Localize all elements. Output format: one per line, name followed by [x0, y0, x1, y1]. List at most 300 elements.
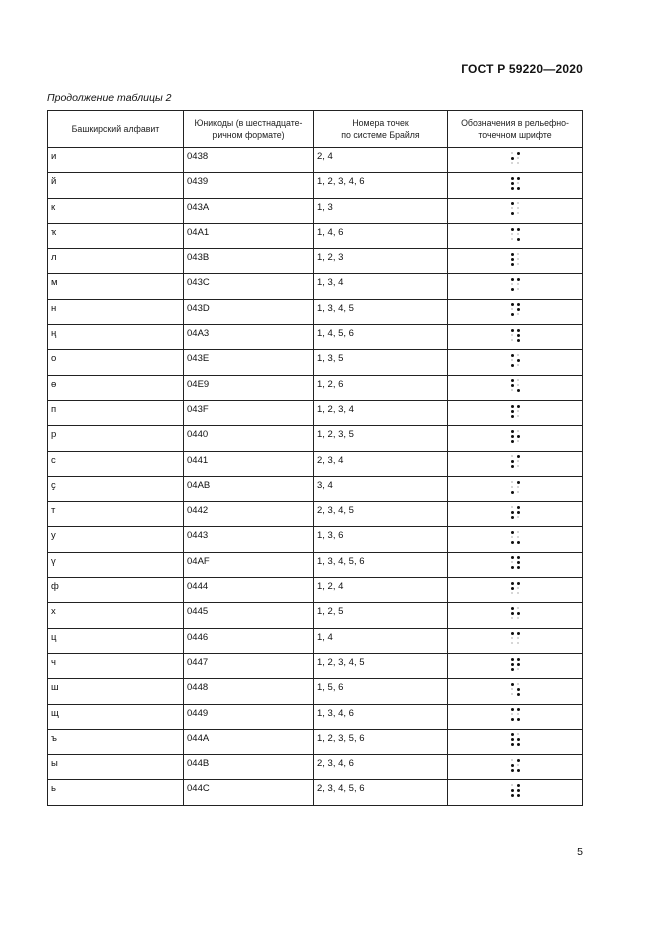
braille-dot: [511, 764, 514, 767]
braille-glyph-icon: [511, 708, 520, 722]
braille-dot: [511, 713, 513, 715]
header-alphabet: Башкирский алфавит: [48, 111, 184, 148]
braille-dot: [517, 582, 520, 585]
letter-cell: р: [48, 426, 184, 451]
unicode-cell: 043F: [184, 400, 314, 425]
braille-dot: [511, 233, 513, 235]
letter-cell: с: [48, 451, 184, 476]
braille-dot: [517, 481, 520, 484]
braille-dot: [511, 506, 513, 508]
braille-dot: [511, 688, 513, 690]
braille-dot: [517, 460, 519, 462]
braille-symbol-cell: [448, 249, 583, 274]
braille-dot: [517, 410, 519, 412]
unicode-cell: 0442: [184, 502, 314, 527]
braille-symbol-cell: [448, 628, 583, 653]
letter-cell: ш: [48, 679, 184, 704]
table-row: [48, 223, 583, 248]
braille-symbol-cell: [448, 299, 583, 324]
dots-cell: 1, 2, 3, 4, 6: [314, 173, 448, 198]
table-header-row: [48, 111, 583, 148]
braille-symbol-cell: [448, 780, 583, 805]
braille-dot: [517, 612, 520, 615]
braille-dot: [511, 566, 514, 569]
braille-glyph-icon: [511, 506, 520, 520]
braille-glyph-icon: [511, 202, 520, 216]
braille-dot: [511, 769, 514, 772]
braille-dot: [517, 794, 520, 797]
letter-cell: щ: [48, 704, 184, 729]
braille-dot: [511, 364, 514, 367]
braille-dot: [517, 233, 519, 235]
table-row: [48, 476, 583, 501]
letter-cell: х: [48, 603, 184, 628]
dots-cell: 3, 4: [314, 476, 448, 501]
braille-dot: [511, 642, 513, 644]
letter-cell: ҫ: [48, 476, 184, 501]
braille-dot: [517, 713, 519, 715]
braille-glyph-icon: [511, 303, 520, 317]
unicode-cell: 0439: [184, 173, 314, 198]
braille-dot: [511, 228, 514, 231]
header-unicode: Юникоды (в шестнадцате- ричном формате): [184, 111, 314, 148]
dots-cell: 1, 5, 6: [314, 679, 448, 704]
braille-dot: [517, 743, 520, 746]
braille-dot: [517, 313, 519, 315]
braille-dot: [517, 278, 520, 281]
braille-glyph-icon: [511, 329, 520, 343]
braille-dot: [517, 718, 520, 721]
braille-dot: [517, 339, 520, 342]
braille-dot: [511, 359, 513, 361]
braille-dot: [517, 784, 520, 787]
braille-symbol-cell: [448, 350, 583, 375]
braille-dot: [511, 637, 513, 639]
letter-cell: ң: [48, 325, 184, 350]
table-row: [48, 527, 583, 552]
braille-dot: [511, 207, 513, 209]
braille-glyph-icon: [511, 784, 520, 798]
braille-glyph-icon: [511, 379, 520, 393]
unicode-cell: 04A1: [184, 223, 314, 248]
braille-dot: [511, 658, 514, 661]
dots-cell: 2, 3, 4: [314, 451, 448, 476]
page-number: 5: [577, 846, 583, 858]
dots-cell: 1, 3, 5: [314, 350, 448, 375]
braille-dot: [511, 759, 513, 761]
braille-dot: [511, 430, 514, 433]
unicode-cell: 04A3: [184, 325, 314, 350]
dots-cell: 1, 3, 6: [314, 527, 448, 552]
braille-dot: [511, 202, 514, 205]
braille-dot: [517, 541, 520, 544]
braille-dot: [511, 455, 513, 457]
braille-glyph-icon: [511, 733, 520, 747]
table-row: [48, 729, 583, 754]
braille-dot: [511, 481, 513, 483]
braille-dot: [511, 561, 513, 563]
dots-cell: 2, 3, 4, 5, 6: [314, 780, 448, 805]
table-row: [48, 578, 583, 603]
table-row: [48, 325, 583, 350]
letter-cell: л: [48, 249, 184, 274]
braille-dot: [511, 556, 514, 559]
braille-dot: [511, 308, 513, 310]
dots-cell: 1, 2, 3, 5, 6: [314, 729, 448, 754]
unicode-cell: 043C: [184, 274, 314, 299]
table-row: [48, 400, 583, 425]
braille-dot: [517, 769, 520, 772]
braille-dot: [517, 592, 519, 594]
braille-dot: [511, 288, 514, 291]
braille-glyph-icon: [511, 658, 520, 672]
braille-dot: [511, 683, 514, 686]
braille-glyph-icon: [511, 683, 520, 697]
braille-dot: [517, 587, 519, 589]
braille-symbol-cell: [448, 148, 583, 173]
braille-dot: [517, 303, 520, 306]
braille-symbol-cell: [448, 198, 583, 223]
braille-dot: [517, 764, 519, 766]
braille-dot: [517, 354, 519, 356]
unicode-cell: 04E9: [184, 375, 314, 400]
letter-cell: ч: [48, 653, 184, 678]
braille-dot: [517, 430, 519, 432]
braille-symbol-cell: [448, 325, 583, 350]
braille-symbol-cell: [448, 426, 583, 451]
dots-cell: 1, 4, 6: [314, 223, 448, 248]
braille-table: [47, 110, 583, 806]
braille-dot: [517, 152, 520, 155]
braille-dot: [517, 207, 519, 209]
braille-dot: [511, 258, 514, 261]
braille-symbol-cell: [448, 223, 583, 248]
braille-glyph-icon: [511, 632, 520, 646]
braille-dot: [517, 632, 520, 635]
letter-cell: и: [48, 148, 184, 173]
braille-dot: [511, 389, 513, 391]
braille-dot: [511, 410, 514, 413]
braille-dot: [511, 541, 514, 544]
unicode-cell: 04AF: [184, 552, 314, 577]
braille-dot: [517, 506, 520, 509]
unicode-cell: 043E: [184, 350, 314, 375]
braille-dot: [517, 162, 519, 164]
braille-symbol-cell: [448, 451, 583, 476]
table-row: [48, 198, 583, 223]
braille-dot: [511, 465, 514, 468]
letter-cell: ф: [48, 578, 184, 603]
braille-dot: [517, 738, 520, 741]
letter-cell: ҡ: [48, 223, 184, 248]
letter-cell: у: [48, 527, 184, 552]
braille-symbol-cell: [448, 173, 583, 198]
braille-dot: [511, 405, 514, 408]
dots-cell: 1, 4: [314, 628, 448, 653]
table-row: [48, 704, 583, 729]
braille-glyph-icon: [511, 759, 520, 773]
braille-dot: [517, 516, 519, 518]
braille-dot: [517, 531, 519, 533]
dots-cell: 1, 2, 5: [314, 603, 448, 628]
table-row: [48, 451, 583, 476]
braille-dot: [517, 258, 519, 260]
dots-cell: 1, 2, 3, 4: [314, 400, 448, 425]
braille-glyph-icon: [511, 177, 520, 191]
unicode-cell: 0443: [184, 527, 314, 552]
braille-dot: [511, 440, 514, 443]
table-row: [48, 628, 583, 653]
braille-dot: [511, 278, 514, 281]
braille-dot: [511, 313, 514, 316]
braille-dot: [511, 718, 514, 721]
braille-dot: [517, 642, 519, 644]
unicode-cell: 044A: [184, 729, 314, 754]
dots-cell: 1, 3, 4, 6: [314, 704, 448, 729]
braille-dot: [511, 486, 513, 488]
dots-cell: 2, 3, 4, 5: [314, 502, 448, 527]
letter-cell: ы: [48, 755, 184, 780]
braille-symbol-cell: [448, 552, 583, 577]
braille-symbol-cell: [448, 755, 583, 780]
dots-cell: 1, 2, 3, 5: [314, 426, 448, 451]
braille-dot: [511, 708, 514, 711]
braille-dot: [517, 440, 519, 442]
braille-dot: [511, 182, 514, 185]
braille-dot: [511, 157, 514, 160]
dots-cell: 2, 3, 4, 6: [314, 755, 448, 780]
braille-dot: [511, 784, 513, 786]
table-row: [48, 780, 583, 805]
braille-dot: [517, 561, 520, 564]
braille-dot: [511, 354, 514, 357]
braille-dot: [511, 162, 513, 164]
letter-cell: п: [48, 400, 184, 425]
braille-symbol-cell: [448, 603, 583, 628]
unicode-cell: 0444: [184, 578, 314, 603]
braille-dot: [517, 329, 520, 332]
braille-dot: [511, 435, 514, 438]
letter-cell: н: [48, 299, 184, 324]
header-braille-dots: Номера точек по системе Брайля: [314, 111, 448, 148]
letter-cell: т: [48, 502, 184, 527]
letter-cell: о: [48, 350, 184, 375]
braille-glyph-icon: [511, 253, 520, 267]
braille-dot: [511, 379, 514, 382]
unicode-cell: 044C: [184, 780, 314, 805]
braille-dot: [517, 759, 520, 762]
braille-dot: [517, 157, 519, 159]
table-row: [48, 173, 583, 198]
braille-dot: [517, 283, 519, 285]
braille-dot: [511, 612, 514, 615]
braille-dot: [517, 668, 519, 670]
table-row: [48, 426, 583, 451]
braille-dot: [517, 389, 520, 392]
braille-dot: [511, 663, 514, 666]
braille-glyph-icon: [511, 405, 520, 419]
braille-dot: [517, 658, 520, 661]
braille-dot: [517, 733, 519, 735]
braille-symbol-cell: [448, 729, 583, 754]
table-body: [48, 148, 583, 806]
braille-dot: [511, 617, 513, 619]
braille-dot: [511, 339, 513, 341]
unicode-cell: 04AB: [184, 476, 314, 501]
braille-dot: [511, 587, 514, 590]
braille-dot: [517, 379, 519, 381]
braille-dot: [517, 334, 520, 337]
unicode-cell: 043D: [184, 299, 314, 324]
dots-cell: 2, 4: [314, 148, 448, 173]
unicode-cell: 0446: [184, 628, 314, 653]
dots-cell: 1, 3, 4: [314, 274, 448, 299]
standard-code: ГОСТ Р 59220—2020: [461, 62, 583, 76]
braille-dot: [511, 738, 514, 741]
dots-cell: 1, 2, 4: [314, 578, 448, 603]
braille-dot: [517, 405, 520, 408]
braille-dot: [517, 683, 519, 685]
dots-cell: 1, 4, 5, 6: [314, 325, 448, 350]
braille-dot: [517, 288, 519, 290]
braille-dot: [511, 668, 514, 671]
braille-symbol-cell: [448, 476, 583, 501]
unicode-cell: 043A: [184, 198, 314, 223]
table-row: [48, 603, 583, 628]
braille-dot: [511, 582, 514, 585]
braille-symbol-cell: [448, 400, 583, 425]
dots-cell: 1, 3: [314, 198, 448, 223]
braille-symbol-cell: [448, 653, 583, 678]
table-row: [48, 148, 583, 173]
braille-dot: [511, 733, 514, 736]
braille-dot: [511, 329, 514, 332]
letter-cell: ү: [48, 552, 184, 577]
unicode-cell: 0445: [184, 603, 314, 628]
header-braille-symbol: Обозначения в рельефно- точечном шрифте: [448, 111, 583, 148]
braille-dot: [511, 415, 514, 418]
braille-dot: [517, 688, 520, 691]
braille-dot: [511, 303, 514, 306]
braille-dot: [511, 263, 514, 266]
braille-dot: [511, 253, 514, 256]
braille-glyph-icon: [511, 278, 520, 292]
braille-dot: [511, 491, 514, 494]
braille-symbol-cell: [448, 679, 583, 704]
braille-dot: [517, 415, 519, 417]
braille-dot: [517, 212, 519, 214]
braille-glyph-icon: [511, 531, 520, 545]
table-row: [48, 249, 583, 274]
braille-dot: [517, 486, 519, 488]
letter-cell: м: [48, 274, 184, 299]
dots-cell: 1, 2, 6: [314, 375, 448, 400]
braille-dot: [517, 455, 520, 458]
braille-dot: [511, 743, 514, 746]
braille-symbol-cell: [448, 274, 583, 299]
braille-dot: [517, 177, 520, 180]
letter-cell: й: [48, 173, 184, 198]
braille-dot: [517, 435, 520, 438]
braille-dot: [517, 789, 520, 792]
braille-dot: [511, 794, 514, 797]
braille-dot: [517, 566, 520, 569]
braille-dot: [517, 536, 519, 538]
braille-dot: [517, 465, 519, 467]
unicode-cell: 0440: [184, 426, 314, 451]
braille-dot: [517, 202, 519, 204]
braille-dot: [517, 607, 519, 609]
braille-dot: [517, 663, 520, 666]
braille-dot: [511, 177, 514, 180]
braille-glyph-icon: [511, 556, 520, 570]
table-row: [48, 350, 583, 375]
table-caption: Продолжение таблицы 2: [47, 92, 172, 104]
braille-dot: [517, 556, 520, 559]
unicode-cell: 0448: [184, 679, 314, 704]
braille-glyph-icon: [511, 228, 520, 242]
braille-glyph-icon: [511, 354, 520, 368]
braille-dot: [511, 212, 514, 215]
unicode-cell: 0449: [184, 704, 314, 729]
dots-cell: 1, 3, 4, 5: [314, 299, 448, 324]
table-row: [48, 502, 583, 527]
braille-symbol-cell: [448, 704, 583, 729]
braille-dot: [511, 238, 513, 240]
braille-dot: [511, 460, 514, 463]
braille-dot: [511, 531, 514, 534]
braille-dot: [511, 283, 513, 285]
braille-dot: [511, 693, 513, 695]
letter-cell: ь: [48, 780, 184, 805]
table-row: [48, 679, 583, 704]
braille-symbol-cell: [448, 375, 583, 400]
unicode-cell: 043B: [184, 249, 314, 274]
table-row: [48, 552, 583, 577]
braille-dot: [511, 607, 514, 610]
braille-glyph-icon: [511, 430, 520, 444]
table-row: [48, 375, 583, 400]
braille-dot: [517, 182, 519, 184]
braille-dot: [517, 693, 520, 696]
braille-dot: [511, 384, 514, 387]
braille-dot: [517, 359, 520, 362]
braille-dot: [517, 384, 519, 386]
braille-dot: [511, 511, 514, 514]
braille-glyph-icon: [511, 607, 520, 621]
letter-cell: к: [48, 198, 184, 223]
braille-dot: [511, 516, 514, 519]
braille-symbol-cell: [448, 502, 583, 527]
dots-cell: 1, 2, 3: [314, 249, 448, 274]
braille-glyph-icon: [511, 455, 520, 469]
braille-symbol-cell: [448, 578, 583, 603]
braille-dot: [517, 364, 519, 366]
braille-dot: [511, 334, 513, 336]
braille-dot: [517, 253, 519, 255]
dots-cell: 1, 2, 3, 4, 5: [314, 653, 448, 678]
braille-dot: [511, 536, 513, 538]
braille-dot: [517, 637, 519, 639]
braille-dot: [517, 617, 519, 619]
table-row: [48, 653, 583, 678]
letter-cell: ъ: [48, 729, 184, 754]
braille-dot: [511, 592, 513, 594]
braille-dot: [511, 187, 514, 190]
braille-dot: [517, 228, 520, 231]
unicode-cell: 0438: [184, 148, 314, 173]
table-row: [48, 755, 583, 780]
